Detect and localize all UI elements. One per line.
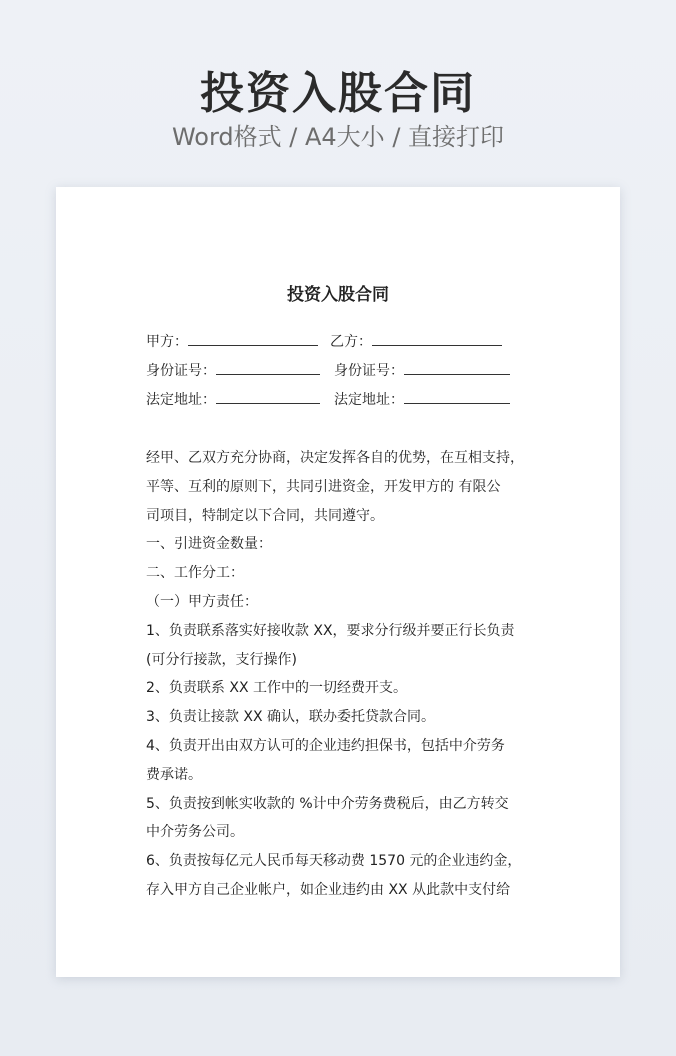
body-line: 经甲、乙双方充分协商，决定发挥各自的优势，在互相支持， (146, 450, 524, 466)
party-a-label: 甲方： (146, 334, 188, 350)
party-a-blank (188, 331, 318, 346)
document-title: 投资入股合同 (287, 285, 389, 305)
clause-line: 存入甲方自己企业帐户，如企业违约由 XX 从此款中支付给 (146, 881, 511, 898)
clause-line: 费承诺。 (146, 766, 202, 783)
subsection-heading: （一）甲方责任： (146, 593, 258, 610)
clause-line: 6、负责按每亿元人民币每天移动费 1570 元的企业违约金， (146, 853, 522, 870)
clause-line: 1、负责联系落实好接收款 XX，要求分行级并要正行长负责 (146, 622, 515, 639)
clause-line: 中介劳务公司。 (146, 824, 244, 841)
party-b-id-blank (404, 360, 510, 375)
party-a-id-blank (216, 360, 320, 375)
clause-line: 3、负责让接款 XX 确认，联办委托贷款合同。 (146, 709, 435, 726)
party-a-address-label: 法定地址： (146, 392, 216, 408)
party-b-label: 乙方： (330, 334, 372, 350)
party-a-address-blank (216, 389, 320, 404)
party-b-blank (372, 331, 502, 346)
body-line: 平等、互利的原则下，共同引进资金，开发甲方的 有限公 (146, 478, 501, 495)
clause-line: 2、负责联系 XX 工作中的一切经费开支。 (146, 680, 407, 697)
contract-body (146, 444, 546, 905)
clause-line: (可分行接款，支行操作) (146, 651, 297, 668)
section-heading: 一、引进资金数量： (146, 536, 272, 553)
body-line: 司项目，特制定以下合同，共同遵守。 (146, 507, 384, 524)
party-b-address-label: 法定地址： (334, 392, 404, 408)
banner-subtitle: Word格式 / A4大小 / 直接打印 (171, 123, 505, 151)
section-heading: 二、工作分工： (146, 565, 244, 582)
party-b-address-blank (404, 389, 510, 404)
clause-line: 5、负责按到帐实收款的 %计中介劳务费税后，由乙方转交 (146, 795, 509, 812)
banner-title: 投资入股合同 (200, 68, 476, 119)
party-a-id-label: 身份证号： (146, 363, 216, 379)
clause-line: 4、负责开出由双方认可的企业违约担保书，包括中介劳务 (146, 737, 505, 754)
party-b-id-label: 身份证号： (334, 363, 404, 379)
